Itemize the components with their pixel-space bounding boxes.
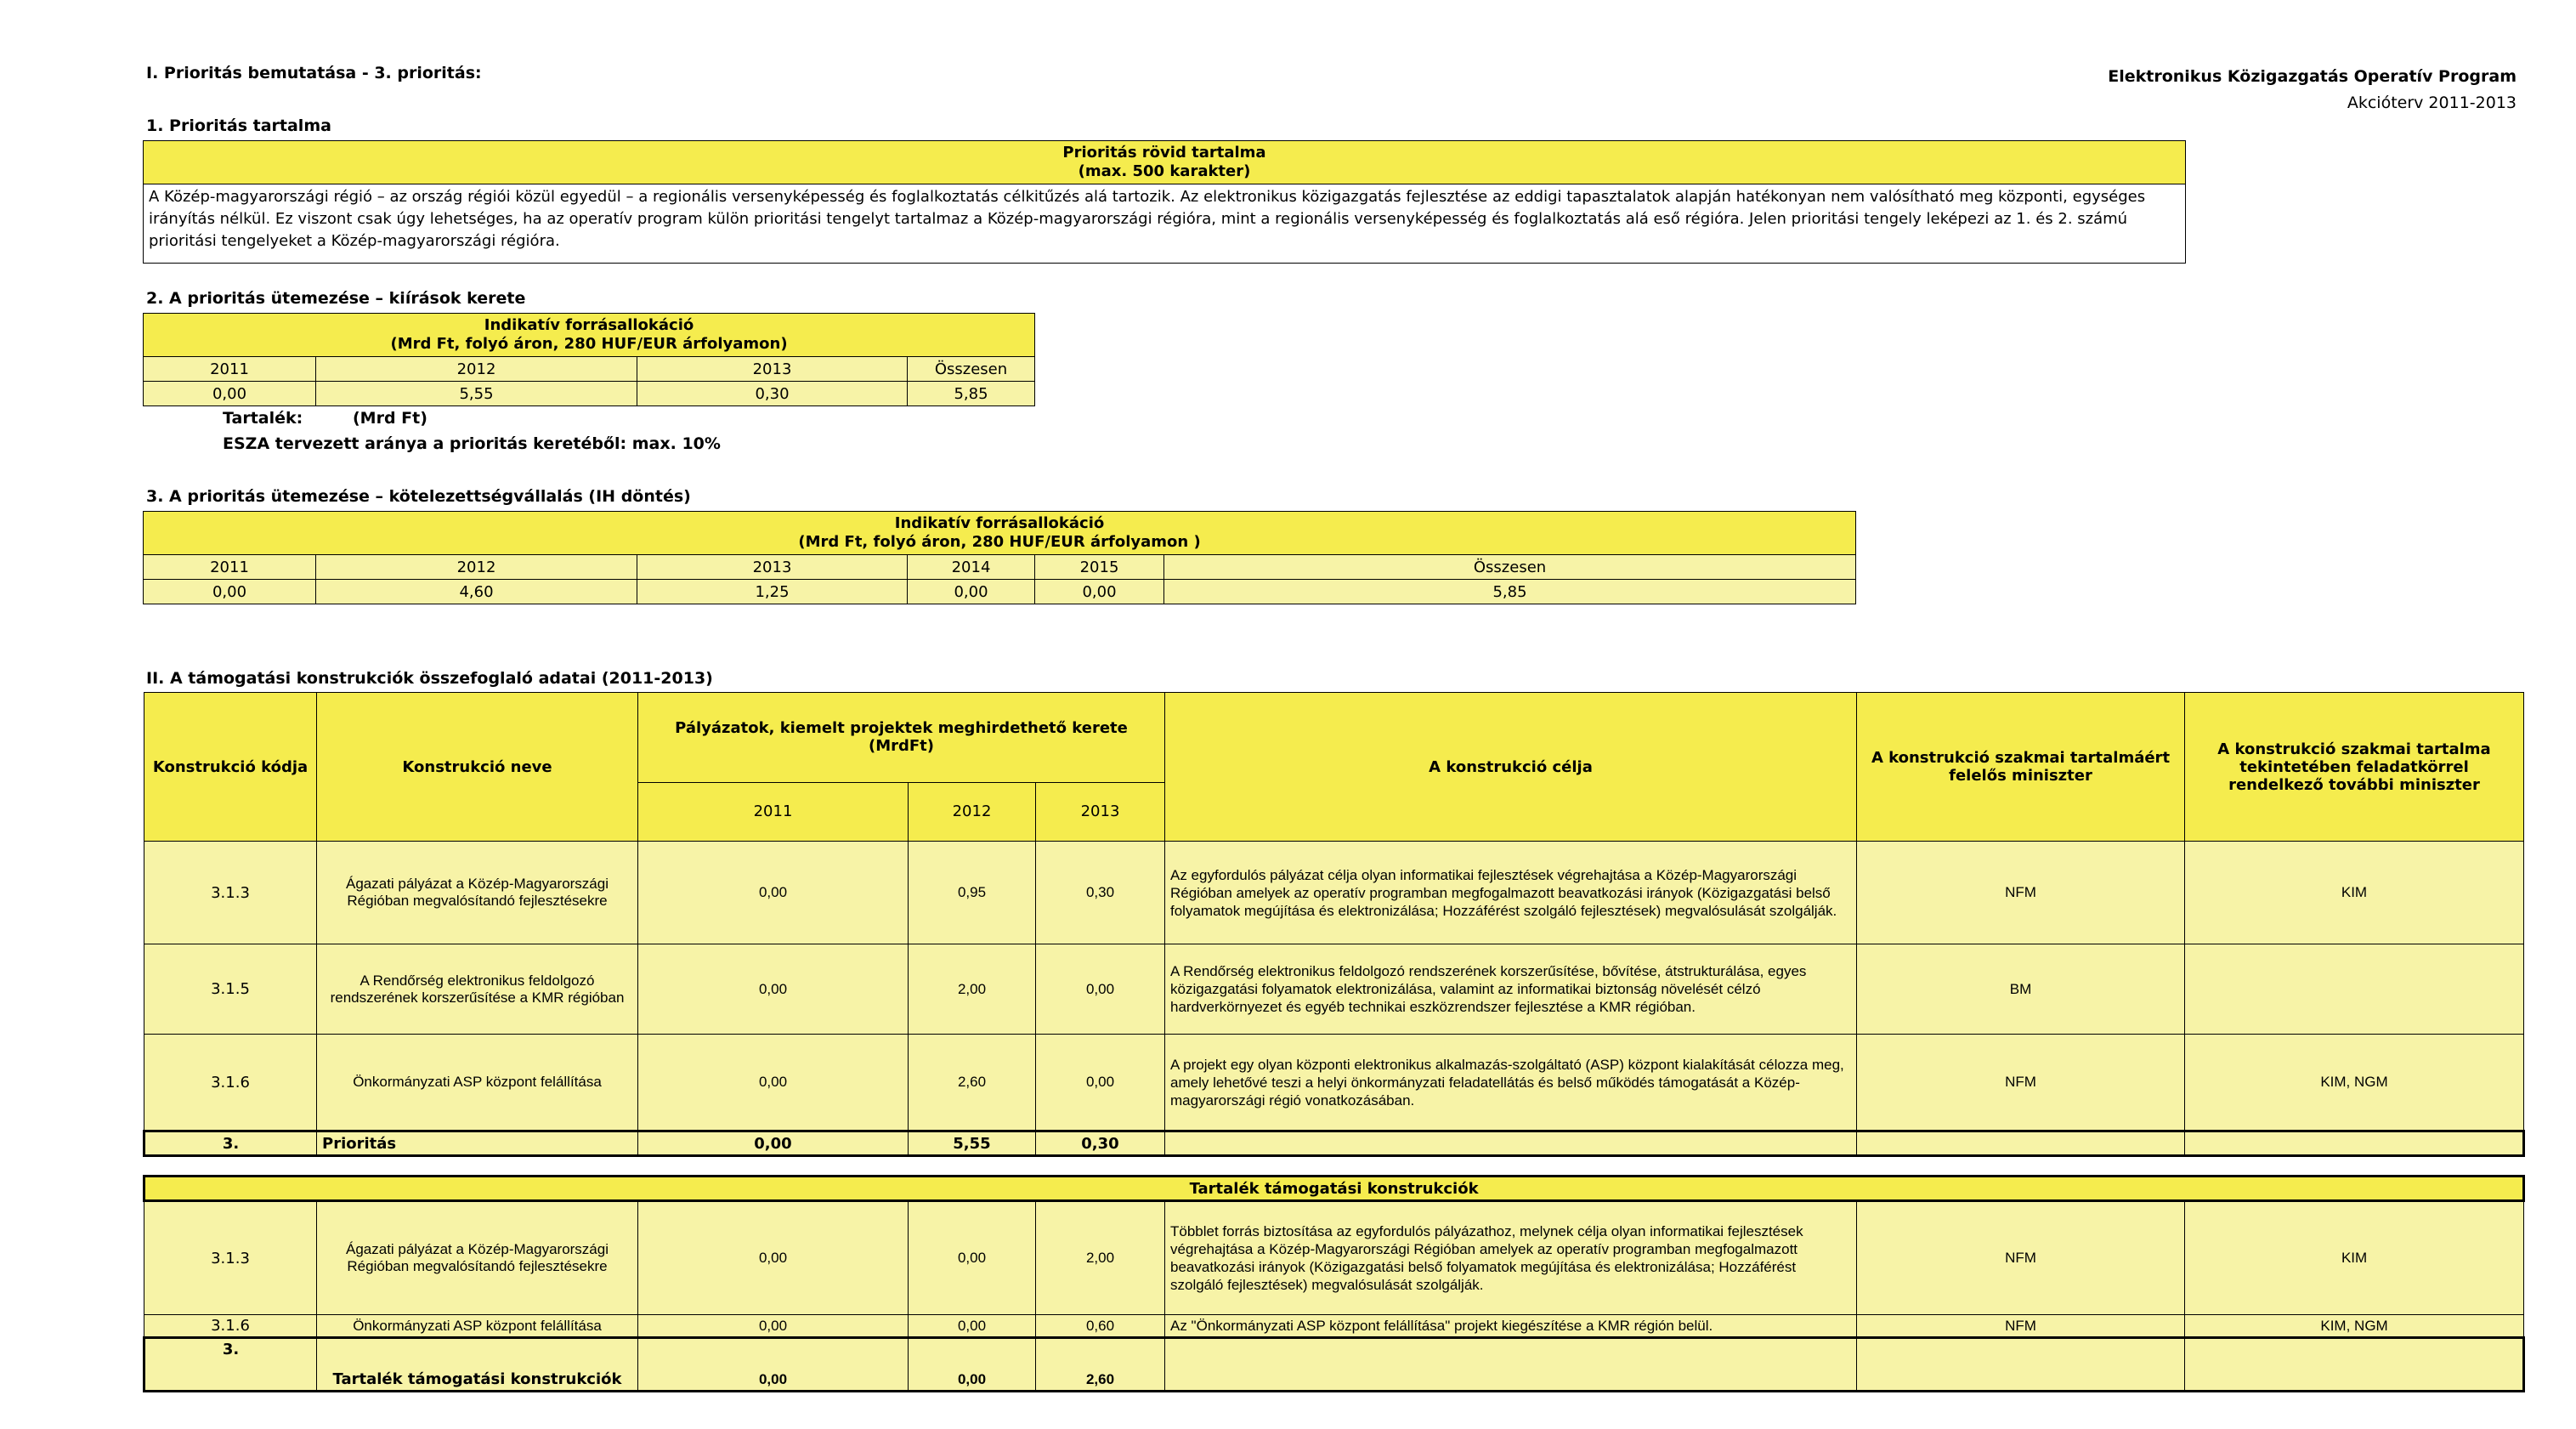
value-2011: 0,00 — [638, 842, 909, 944]
other-minister: KIM — [2185, 1201, 2524, 1315]
other-minister — [2185, 944, 2524, 1035]
priority-content-table — [143, 140, 2186, 264]
value-2011: 0,00 — [638, 1035, 909, 1131]
section4-title: II. A támogatási konstrukciók összefoglaló adatai (2011-2013) — [146, 669, 713, 688]
total-2012: 5,55 — [909, 1131, 1036, 1156]
total-code: 3. — [144, 1338, 317, 1392]
construction-goal: Az egyfordulós pályázat célja olyan informatikai fejlesztések végrehajtása a Közép-Magyarországi Régióban amelyek az operatív programban megfogalmazott beavatkozási irányok (Közigazgatási belső folyamatok megújítása és elektronizálása; Hozzáférést szolgáló fejlesztések) megvalósulását szolgálják. — [1165, 842, 1857, 944]
construction-goal: Többlet forrás biztosítása az egyfordulós pályázathoz, melynek célja olyan informatikai fejlesztések végrehajtása a Közép-Magyarországi Régióban amelyek az operatív programban megfogalmazott beavatkozási irányok (Közigazgatási belső folyamatok megújítása és elektronizálása; Hozzáférést szolgáló fejlesztések) megvalósulását szolgálják. — [1165, 1201, 1857, 1315]
total-2013: 0,30 — [1036, 1131, 1165, 1156]
construction-name: Ágazati pályázat a Közép-Magyarországi Régióban megvalósítandó fejlesztésekre — [317, 842, 638, 944]
total-empty — [1857, 1131, 2185, 1156]
col-header-name: Konstrukció neve — [317, 693, 638, 842]
responsible-minister: NFM — [1857, 842, 2185, 944]
construction-goal: A projekt egy olyan központi elektronikus alkalmazás-szolgáltató (ASP) központ kialakítását célozza meg, amely lehetővé teszi a helyi önkormányzati feladatellátás és belső működés támogatását a Közép-magyarországi régió vonatkozásában. — [1165, 1035, 1857, 1131]
value-2011: 0,00 — [638, 1315, 909, 1338]
reserve-unit: (Mrd Ft) — [353, 409, 427, 428]
col-header: 2012 — [316, 555, 637, 580]
construction-goal: A Rendőrség elektronikus feldolgozó rendszerének korszerűsítése, bővítése, átstrukturálása, egyes közigazgatási folyamatok elektronizálása, valamint az informatikai biztonság növelését célzó hardverkörnyezet és egyéb technikai eszközrendszer fejlesztése a KMR régióban. — [1165, 944, 1857, 1035]
reserve-total-row — [144, 1338, 2524, 1392]
responsible-minister: NFM — [1857, 1201, 2185, 1315]
construction-name: Önkormányzati ASP központ felállítása — [317, 1315, 638, 1338]
allocation-table-commitments — [143, 511, 1856, 604]
total-empty — [1857, 1338, 2185, 1392]
total-empty — [2185, 1338, 2524, 1392]
col-header: 2013 — [637, 357, 908, 382]
total-empty — [1165, 1131, 1857, 1156]
allocation-subtitle: (Mrd Ft, folyó áron, 280 HUF/EUR árfolyamon) — [390, 335, 788, 353]
col-header: 2011 — [144, 555, 316, 580]
total-empty — [1165, 1338, 1857, 1392]
col-header-code: Konstrukció kódja — [144, 693, 317, 842]
construction-code: 3.1.6 — [144, 1035, 317, 1131]
value-cell: 0,00 — [144, 382, 316, 406]
program-name: Elektronikus Közigazgatás Operatív Program — [2108, 67, 2517, 86]
construction-code: 3.1.6 — [144, 1315, 317, 1338]
value-2011: 0,00 — [638, 1201, 909, 1315]
value-cell: 1,25 — [637, 580, 908, 604]
col-header: Összesen — [908, 357, 1035, 382]
responsible-minister: NFM — [1857, 1035, 2185, 1131]
col-header: 2011 — [144, 357, 316, 382]
commitment-title: Indikatív forrásallokáció — [894, 514, 1105, 532]
value-cell: 5,85 — [1164, 580, 1856, 604]
action-plan-label: Akcióterv 2011-2013 — [2347, 94, 2517, 112]
value-2013: 2,00 — [1036, 1201, 1165, 1315]
value-cell: 5,55 — [316, 382, 637, 406]
constructions-table — [143, 692, 2525, 1157]
value-cell: 0,00 — [144, 580, 316, 604]
priority-content-title: Prioritás rövid tartalma — [1062, 144, 1266, 162]
table-row — [144, 1201, 2524, 1315]
value-cell: 5,85 — [908, 382, 1035, 406]
col-header-minister: A konstrukció szakmai tartalmáért felelős miniszter — [1857, 693, 2185, 842]
responsible-minister: NFM — [1857, 1315, 2185, 1338]
col-header: 2012 — [316, 357, 637, 382]
other-minister: KIM — [2185, 842, 2524, 944]
allocation-header — [144, 314, 1035, 357]
section3-title: 3. A prioritás ütemezése – kötelezettségvállalás (IH döntés) — [146, 487, 691, 506]
allocation-table-calls — [143, 313, 1035, 406]
commitment-header — [144, 512, 1856, 555]
reserve-constructions-table — [143, 1175, 2525, 1392]
value-2012: 0,00 — [909, 1315, 1036, 1338]
value-2011: 0,00 — [638, 944, 909, 1035]
value-2013: 0,60 — [1036, 1315, 1165, 1338]
col-header: 2013 — [637, 555, 908, 580]
col-header: 2015 — [1035, 555, 1164, 580]
page-title: I. Prioritás bemutatása - 3. prioritás: — [146, 64, 482, 82]
priority-content-text: A Közép-magyarországi régió – az ország régiói közül egyedül – a regionális versenyképesség és foglalkoztatás célkitűzés alá tartozik. Az elektronikus közigazgatás fejlesztése az eddigi tapasztalatok alapján hatékonyan nem valósítható meg központi, egységes irányítás nélkül. Ez viszont csak úgy lehetséges, ha az operatív program külön prioritási tengelyt tartalmaz a Közép-magyarországi régióra, mint a regionális versenyképesség és foglalkoztatás alá eső régióra. Jelen prioritási tengely leképezi az 1. és 2. számú prioritási tengelyeket a Közép-magyarországi régióra. — [144, 184, 2186, 264]
priority-content-header — [144, 141, 2186, 184]
construction-name: Önkormányzati ASP központ felállítása — [317, 1035, 638, 1131]
construction-goal: Az "Önkormányzati ASP központ felállítása" projekt kiegészítése a KMR régión belül. — [1165, 1315, 1857, 1338]
construction-code: 3.1.5 — [144, 944, 317, 1035]
value-2012: 0,00 — [909, 1201, 1036, 1315]
value-cell: 0,30 — [637, 382, 908, 406]
col-header: 2014 — [908, 555, 1035, 580]
table-row — [144, 1315, 2524, 1338]
table-row — [144, 1035, 2524, 1131]
total-code: 3. — [144, 1131, 317, 1156]
col-header-year: 2011 — [638, 782, 909, 841]
value-cell: 4,60 — [316, 580, 637, 604]
value-2012: 2,60 — [909, 1035, 1036, 1131]
other-minister: KIM, NGM — [2185, 1035, 2524, 1131]
total-2013: 2,60 — [1036, 1338, 1165, 1392]
value-2012: 0,95 — [909, 842, 1036, 944]
value-2012: 2,00 — [909, 944, 1036, 1035]
total-label: Tartalék támogatási konstrukciók — [317, 1338, 638, 1392]
priority-content-limit: (max. 500 karakter) — [1078, 162, 1251, 180]
value-2013: 0,00 — [1036, 1035, 1165, 1131]
allocation-title: Indikatív forrásallokáció — [484, 316, 694, 334]
value-cell: 0,00 — [908, 580, 1035, 604]
construction-code: 3.1.3 — [144, 842, 317, 944]
value-cell: 0,00 — [1035, 580, 1164, 604]
total-2011: 0,00 — [638, 1338, 909, 1392]
construction-name: Ágazati pályázat a Közép-Magyarországi Régióban megvalósítandó fejlesztésekre — [317, 1201, 638, 1315]
construction-code: 3.1.3 — [144, 1201, 317, 1315]
total-label: Prioritás — [317, 1131, 638, 1156]
section2-title: 2. A prioritás ütemezése – kiírások kerete — [146, 289, 526, 308]
total-2011: 0,00 — [638, 1131, 909, 1156]
other-minister: KIM, NGM — [2185, 1315, 2524, 1338]
commitment-subtitle: (Mrd Ft, folyó áron, 280 HUF/EUR árfolyamon ) — [798, 533, 1201, 551]
total-empty — [2185, 1131, 2524, 1156]
value-2013: 0,30 — [1036, 842, 1165, 944]
col-header-year: 2013 — [1036, 782, 1165, 841]
table-row — [144, 944, 2524, 1035]
total-2012: 0,00 — [909, 1338, 1036, 1392]
col-header: Összesen — [1164, 555, 1856, 580]
esza-note: ESZA tervezett aránya a prioritás keretéből: max. 10% — [223, 434, 721, 453]
section1-title: 1. Prioritás tartalma — [146, 116, 331, 135]
value-2013: 0,00 — [1036, 944, 1165, 1035]
col-header-other-minister: A konstrukció szakmai tartalma tekintetében feladatkörrel rendelkező további miniszter — [2185, 693, 2524, 842]
reserve-header: Tartalék támogatási konstrukciók — [144, 1177, 2524, 1201]
col-header-year: 2012 — [909, 782, 1036, 841]
col-header-frame: Pályázatok, kiemelt projektek meghirdethető kerete (MrdFt) — [638, 693, 1165, 783]
total-row — [144, 1131, 2524, 1156]
col-header-goal: A konstrukció célja — [1165, 693, 1857, 842]
reserve-label: Tartalék: — [223, 409, 303, 428]
table-row — [144, 842, 2524, 944]
responsible-minister: BM — [1857, 944, 2185, 1035]
construction-name: A Rendőrség elektronikus feldolgozó rendszerének korszerűsítése a KMR régióban — [317, 944, 638, 1035]
